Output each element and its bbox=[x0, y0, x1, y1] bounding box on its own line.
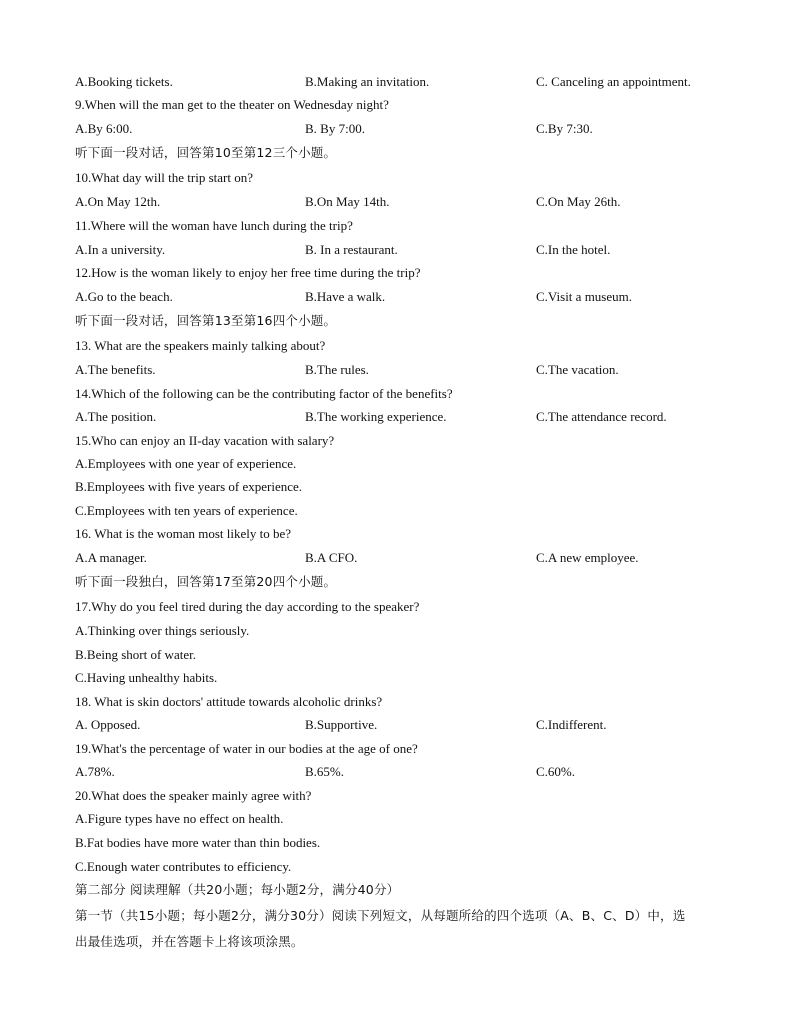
option-c: C.Visit a museum. bbox=[536, 289, 632, 304]
question-text: B.Employees with five years of experience. bbox=[75, 479, 303, 494]
question-text: C.Employees with ten years of experience. bbox=[75, 503, 298, 518]
option-row bbox=[75, 119, 735, 139]
question-text: 20.What does the speaker mainly agree with? bbox=[75, 788, 312, 803]
section-instruction: 第二部分 阅读理解（共20小题；每小题2分，满分40分） bbox=[75, 882, 400, 897]
option-c: C.By 7:30. bbox=[536, 121, 593, 136]
question-text: 15.Who can enjoy an II-day vacation with salary? bbox=[75, 433, 335, 448]
section-instruction: 听下面一段对话，回答第13至第16四个小题。 bbox=[75, 313, 337, 328]
option-a: A.The benefits. bbox=[75, 362, 156, 377]
option-row bbox=[75, 407, 735, 427]
question-text: C.Having unhealthy habits. bbox=[75, 670, 218, 685]
option-a: A.A manager. bbox=[75, 550, 147, 565]
question-text: C.Enough water contributes to efficiency. bbox=[75, 859, 292, 874]
option-c: C.On May 26th. bbox=[536, 194, 621, 209]
question-text: 12.How is the woman likely to enjoy her free time during the trip? bbox=[75, 265, 421, 280]
option-b: B.Have a walk. bbox=[305, 289, 386, 304]
option-c: C.The attendance record. bbox=[536, 409, 667, 424]
option-c: C.In the hotel. bbox=[536, 242, 611, 257]
question-text: 19.What's the percentage of water in our bodies at the age of one? bbox=[75, 741, 418, 756]
section-instruction: 听下面一段对话，回答第10至第12三个小题。 bbox=[75, 145, 337, 160]
option-a: A.By 6:00. bbox=[75, 121, 133, 136]
option-a: A. Opposed. bbox=[75, 717, 141, 732]
option-c: C.Indifferent. bbox=[536, 717, 607, 732]
option-b: B.The working experience. bbox=[305, 409, 447, 424]
question-text: 14.Which of the following can be the contributing factor of the benefits? bbox=[75, 386, 453, 401]
option-b: B.On May 14th. bbox=[305, 194, 390, 209]
option-b: B.Supportive. bbox=[305, 717, 378, 732]
option-row bbox=[75, 360, 735, 380]
section-instruction: 第一节（共15小题；每小题2分，满分30分）阅读下列短文，从每题所给的四个选项（A、B、C、D）中，选 bbox=[75, 908, 686, 923]
option-row bbox=[75, 240, 735, 260]
option-b: B. In a restaurant. bbox=[305, 242, 398, 257]
question-text: B.Being short of water. bbox=[75, 647, 196, 662]
option-c: C. Canceling an appointment. bbox=[536, 74, 691, 89]
option-a: A.Go to the beach. bbox=[75, 289, 173, 304]
option-b: B. By 7:00. bbox=[305, 121, 365, 136]
option-a: A.In a university. bbox=[75, 242, 166, 257]
option-a: A.Booking tickets. bbox=[75, 74, 173, 89]
option-row bbox=[75, 72, 735, 92]
question-text: 9.When will the man get to the theater on Wednesday night? bbox=[75, 97, 389, 112]
option-b: B.A CFO. bbox=[305, 550, 358, 565]
option-a: A.The position. bbox=[75, 409, 157, 424]
option-row bbox=[75, 287, 735, 307]
option-b: B.65%. bbox=[305, 764, 344, 779]
question-text: A.Employees with one year of experience. bbox=[75, 456, 297, 471]
question-text: 17.Why do you feel tired during the day according to the speaker? bbox=[75, 599, 420, 614]
section-instruction: 出最佳选项，并在答题卡上将该项涂黑。 bbox=[75, 934, 304, 949]
question-text: 10.What day will the trip start on? bbox=[75, 170, 253, 185]
option-a: A.78%. bbox=[75, 764, 115, 779]
question-text: 18. What is skin doctors' attitude towards alcoholic drinks? bbox=[75, 694, 383, 709]
section-instruction: 听下面一段独白，回答第17至第20四个小题。 bbox=[75, 574, 337, 589]
question-text: A.Thinking over things seriously. bbox=[75, 623, 250, 638]
option-row bbox=[75, 192, 735, 212]
option-row bbox=[75, 762, 735, 782]
option-a: A.On May 12th. bbox=[75, 194, 161, 209]
question-text: B.Fat bodies have more water than thin bodies. bbox=[75, 835, 321, 850]
question-text: 16. What is the woman most likely to be? bbox=[75, 526, 292, 541]
option-c: C.The vacation. bbox=[536, 362, 619, 377]
option-c: C.A new employee. bbox=[536, 550, 639, 565]
option-c: C.60%. bbox=[536, 764, 575, 779]
option-row bbox=[75, 548, 735, 568]
question-text: A.Figure types have no effect on health. bbox=[75, 811, 284, 826]
question-text: 11.Where will the woman have lunch during the trip? bbox=[75, 218, 353, 233]
option-b: B.Making an invitation. bbox=[305, 74, 430, 89]
option-b: B.The rules. bbox=[305, 362, 369, 377]
option-row bbox=[75, 715, 735, 735]
question-text: 13. What are the speakers mainly talking about? bbox=[75, 338, 326, 353]
